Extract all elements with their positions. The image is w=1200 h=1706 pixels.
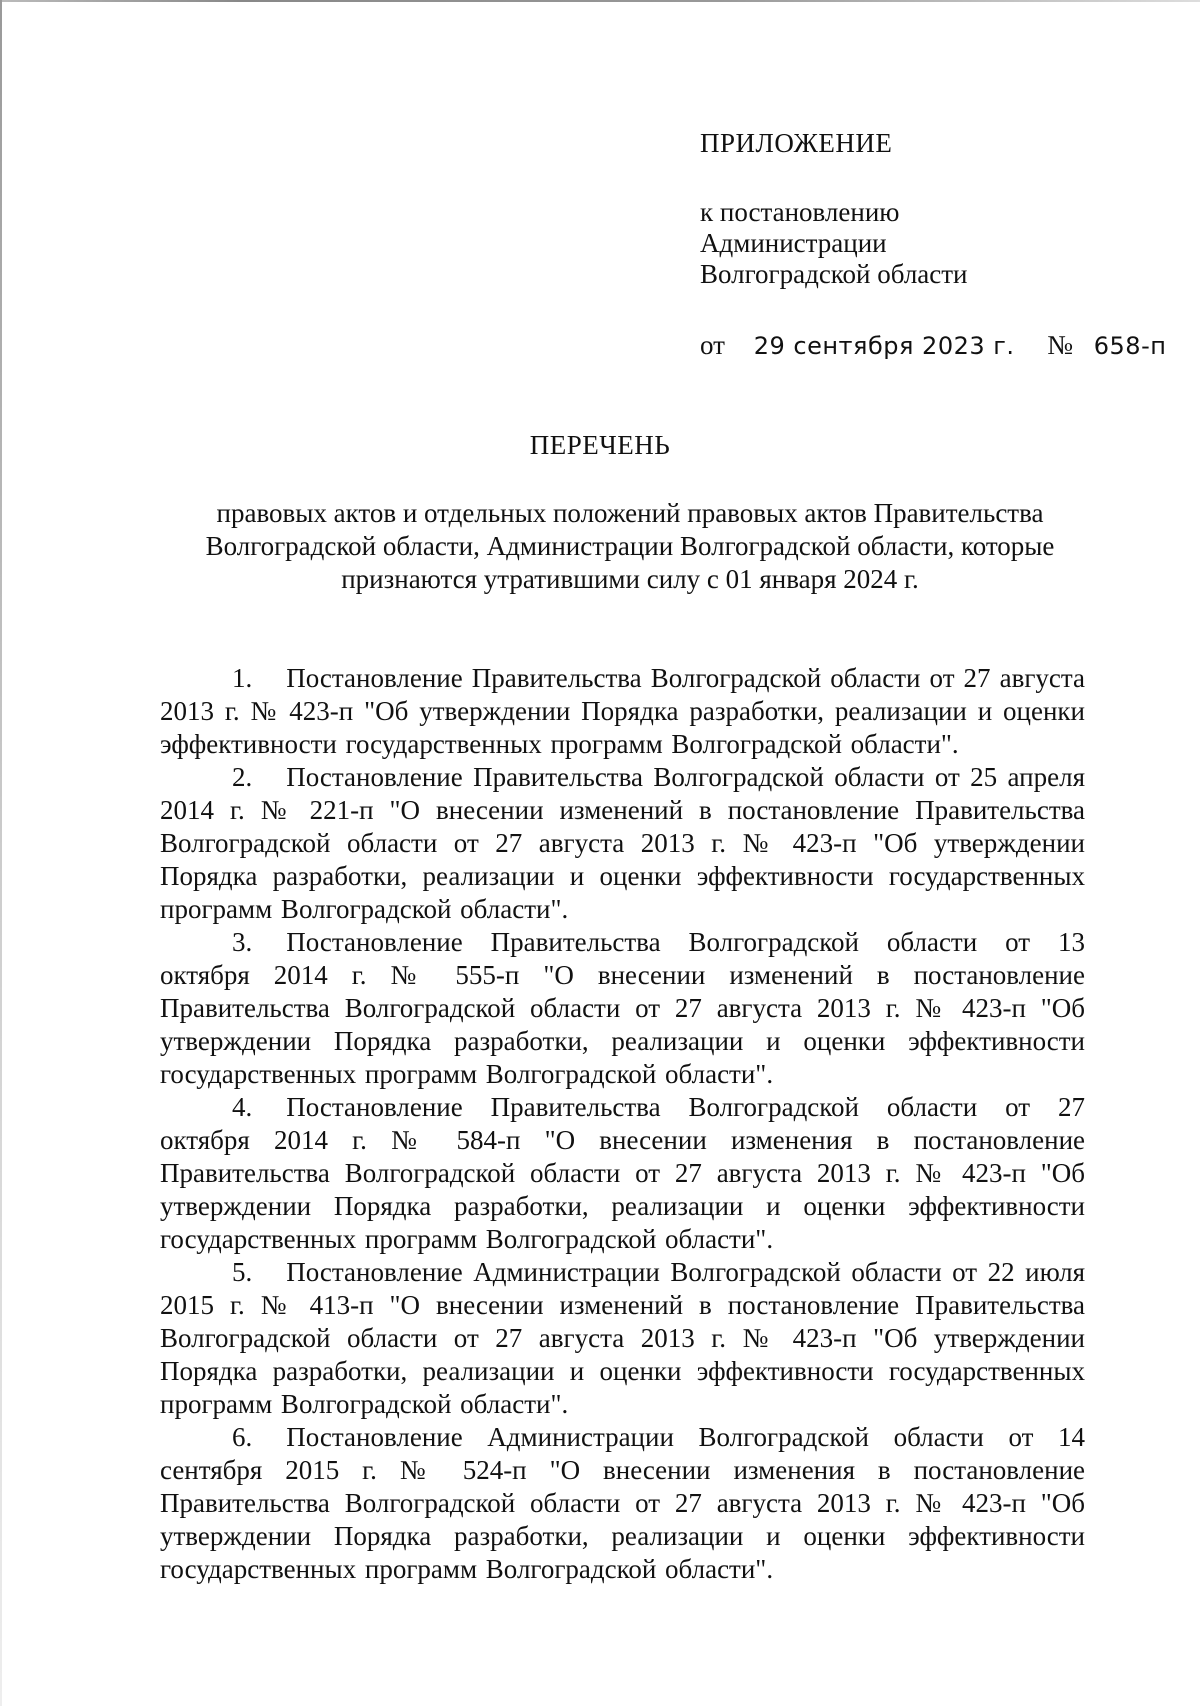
number-value: 658-п — [1093, 332, 1167, 360]
item-text: Постановление Правительства Волгоградской области от 27 октября 2014 г. № 584-п "О внесении изменения в постановление Правительства Волгоградской области от 27 августа 2013 г. № 423-п "Об утверждении Порядка разработки, реализации и оценки эффективности государственных программ Волгоградской области". — [160, 1092, 1085, 1254]
item-text: Постановление Правительства Волгоградской области от 27 августа 2013 г. № 423-п "Об утверждении Порядка разработки, реализации и оценки эффективности государственных программ Волгоградской области". — [160, 663, 1085, 759]
annex-line-2: Администрации — [700, 228, 887, 259]
date-value: 29 сентября 2023 г. — [753, 332, 1015, 360]
list-item — [160, 1421, 1085, 1586]
item-number: 2. — [232, 762, 253, 792]
item-text: Постановление Администрации Волгоградской области от 22 июля 2015 г. № 413-п "О внесении изменений в постановление Правительства Волгоградской области от 27 августа 2013 г. № 423-п "Об утверждении Порядка разработки, реализации и оценки эффективности государственных программ Волгоградской области". — [160, 1257, 1085, 1419]
document-subtitle: правовых актов и отдельных положений правовых актов Правительства Волгоградской области, Администрации Волгоградской области, которые признаются утратившими силу с 01 января 2024 г. — [205, 498, 1055, 594]
annex-date-line — [700, 330, 1167, 361]
item-text: Постановление Правительства Волгоградской области от 25 апреля 2014 г. № 221-п "О внесении изменений в постановление Правительства Волгоградской области от 27 августа 2013 г. № 423-п "Об утверждении Порядка разработки, реализации и оценки эффективности государственных программ Волгоградской области". — [160, 762, 1085, 924]
list-item — [160, 761, 1085, 926]
item-text: Постановление Правительства Волгоградской области от 13 октября 2014 г. № 555-п "О внесении изменений в постановление Правительства Волгоградской области от 27 августа 2013 г. № 423-п "Об утверждении Порядка разработки, реализации и оценки эффективности государственных программ Волгоградской области". — [160, 927, 1085, 1089]
scan-top-edge — [0, 0, 1200, 2]
date-prefix: от — [700, 330, 725, 360]
item-text: Постановление Администрации Волгоградской области от 14 сентября 2015 г. № 524-п "О внесении изменения в постановление Правительства Волгоградской области от 27 августа 2013 г. № 423-п "Об утверждении Порядка разработки, реализации и оценки эффективности государственных программ Волгоградской области". — [160, 1422, 1085, 1584]
scan-left-edge — [0, 0, 2, 1706]
annex-title: ПРИЛОЖЕНИЕ — [700, 128, 893, 158]
list-item — [160, 1256, 1085, 1421]
annex-header — [700, 128, 1120, 290]
document-title: ПЕРЕЧЕНЬ — [529, 430, 671, 460]
item-number: 4. — [232, 1092, 253, 1122]
item-number: 5. — [232, 1257, 253, 1287]
item-number: 3. — [232, 927, 253, 957]
item-number: 6. — [232, 1422, 253, 1452]
annex-line-3: Волгоградской области — [700, 259, 968, 290]
annex-line-1: к постановлению — [700, 197, 900, 228]
list-item — [160, 926, 1085, 1091]
item-number: 1. — [232, 663, 253, 693]
acts-list — [160, 662, 1085, 1586]
list-item — [160, 1091, 1085, 1256]
list-item — [160, 662, 1085, 761]
number-sign: № — [1047, 330, 1074, 360]
